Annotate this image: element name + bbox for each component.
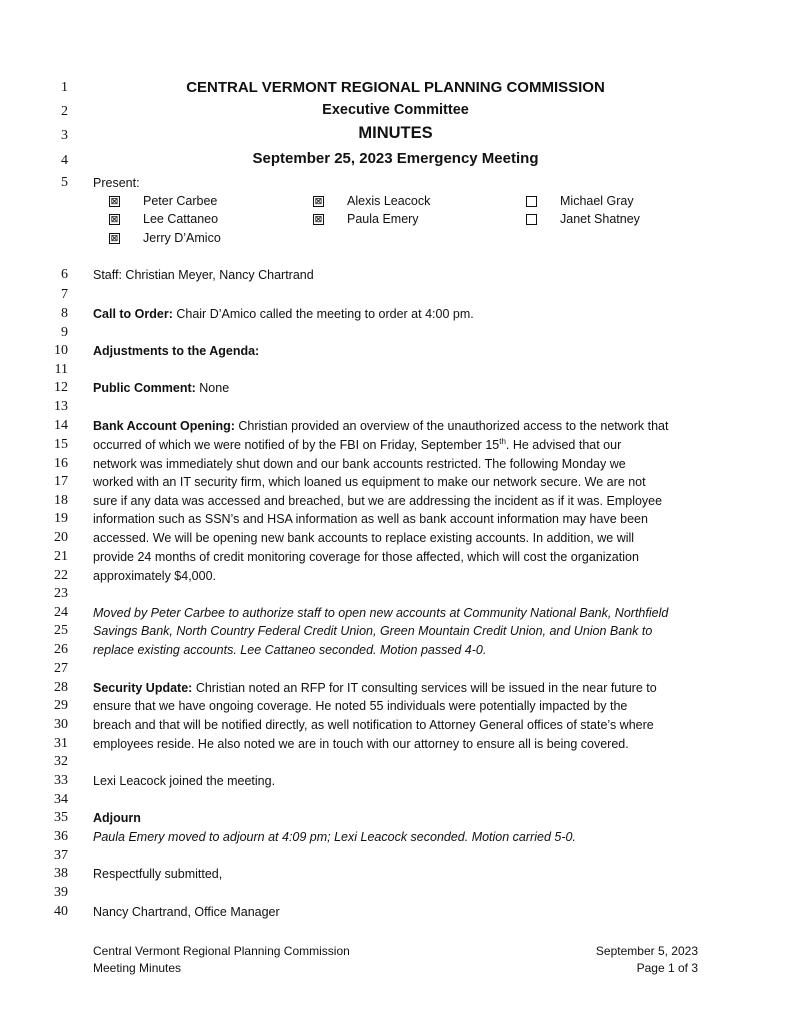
checkbox-icon: ☒ (314, 215, 323, 224)
line-number: 24 (54, 605, 68, 620)
section-heading: Call to Order: (93, 307, 173, 321)
line-number: 38 (54, 866, 68, 881)
line-text: Christian provided an overview of the unauthorized access to the network that (234, 419, 669, 433)
line-number: 17 (54, 474, 68, 489)
checkbox-icon: ☒ (110, 197, 119, 206)
paragraph-line: sure if any data was accessed and breached, but we are addressing the incident as if it was. Employee (93, 494, 663, 508)
section-heading: Public Comment: (93, 381, 196, 395)
line-text: Christian noted an RFP for IT consulting services will be issued in the near future to (192, 681, 657, 695)
paragraph-line (93, 418, 668, 434)
paragraph-line: provide 24 months of credit monitoring coverage for those affected, which will cost the organization (93, 550, 639, 564)
line-number: 19 (54, 511, 68, 526)
section-heading: Bank Account Opening: (93, 419, 235, 433)
lexi-joined: Lexi Leacock joined the meeting. (93, 774, 276, 788)
line-number: 37 (54, 848, 68, 863)
line-number: 26 (54, 642, 68, 657)
line-number: 29 (54, 698, 68, 713)
line-number: 40 (54, 904, 68, 919)
member-name: Jerry D’Amico (143, 231, 221, 245)
org-title: CENTRAL VERMONT REGIONAL PLANNING COMMISSION (186, 79, 605, 96)
adjourn-heading: Adjourn (93, 811, 141, 825)
member-name: Alexis Leacock (347, 194, 431, 208)
line-number: 35 (54, 810, 68, 825)
line-number: 27 (54, 661, 68, 676)
signer: Nancy Chartrand, Office Manager (93, 905, 280, 919)
line-number: 32 (54, 754, 68, 769)
adjourn-text: Paula Emery moved to adjourn at 4:09 pm; Lexi Leacock seconded. Motion carried 5-0. (93, 830, 576, 844)
member-name: Janet Shatney (560, 212, 640, 226)
line-text: . He advised that our (505, 438, 622, 452)
member-name: Michael Gray (560, 194, 634, 208)
section-heading: Security Update: (93, 681, 193, 695)
line-number: 33 (54, 773, 68, 788)
line-number: 15 (54, 437, 68, 452)
line-number: 3 (61, 128, 68, 143)
footer-date: September 5, 2023 (595, 944, 698, 958)
line-number: 9 (61, 325, 68, 340)
paragraph-line: Savings Bank, North Country Federal Credit Union, Green Mountain Credit Union, and Union Bank to (93, 624, 653, 638)
line-number: 10 (54, 343, 68, 358)
line-number: 28 (54, 680, 68, 695)
closing: Respectfully submitted, (93, 867, 223, 881)
line-number: 21 (54, 549, 68, 564)
line-number: 11 (54, 362, 68, 377)
paragraph-line: ensure that we have ongoing coverage. He noted 55 individuals were potentially impacted by the (93, 699, 628, 713)
line-number: 14 (54, 418, 68, 433)
paragraph-line (93, 437, 621, 453)
checkbox-icon: ☒ (110, 215, 119, 224)
line-number: 22 (54, 568, 68, 583)
checkbox-icon (526, 196, 537, 207)
staff-line: Staff: Christian Meyer, Nancy Chartrand (93, 268, 314, 282)
checkbox-icon (526, 214, 537, 225)
line-number: 5 (61, 175, 68, 190)
paragraph-line: accessed. We will be opening new bank accounts to replace existing accounts. In addition, we will (93, 531, 635, 545)
line-number: 30 (54, 717, 68, 732)
line-number: 1 (61, 80, 68, 95)
line-number: 2 (61, 104, 68, 119)
committee-title: Executive Committee (322, 102, 469, 118)
section-text: None (195, 381, 230, 395)
meeting-title: September 25, 2023 Emergency Meeting (252, 150, 539, 167)
paragraph-line: information such as SSN’s and HSA information as well as bank account information may have been (93, 512, 648, 526)
minutes-title: MINUTES (358, 124, 433, 142)
line-number: 25 (54, 623, 68, 638)
section-text: Chair D’Amico called the meeting to order at 4:00 pm. (172, 307, 474, 321)
public-comment (93, 380, 229, 396)
paragraph-line: Moved by Peter Carbee to authorize staff to open new accounts at Community National Bank, Northfield (93, 606, 669, 620)
paragraph-line (93, 680, 657, 696)
line-number: 4 (61, 153, 68, 168)
footer-doc: Meeting Minutes (93, 961, 182, 975)
footer-org: Central Vermont Regional Planning Commission (93, 944, 350, 958)
paragraph-line: approximately $4,000. (93, 569, 216, 583)
checkbox-icon: ☒ (314, 197, 323, 206)
checkbox-icon: ☒ (110, 234, 119, 243)
superscript: th (499, 436, 506, 446)
paragraph-line: breach and that will be notified directly, as well notification to Attorney General offices of state’s where (93, 718, 654, 732)
line-number: 8 (61, 306, 68, 321)
paragraph-line: worked with an IT security firm, which loaned us equipment to make our network secure. We are not (93, 475, 646, 489)
paragraph-line: replace existing accounts. Lee Cattaneo seconded. Motion passed 4-0. (93, 643, 487, 657)
line-number: 23 (54, 586, 68, 601)
line-number: 31 (54, 736, 68, 751)
line-number: 16 (54, 456, 68, 471)
paragraph-line: network was immediately shut down and our bank accounts restricted. The following Monday we (93, 457, 626, 471)
adjustments-heading: Adjustments to the Agenda: (93, 344, 260, 358)
line-number: 39 (54, 885, 68, 900)
footer-page: Page 1 of 3 (636, 961, 698, 975)
line-number: 18 (54, 493, 68, 508)
member-name: Peter Carbee (143, 194, 218, 208)
member-name: Lee Cattaneo (143, 212, 219, 226)
line-number: 12 (54, 380, 68, 395)
line-text: occurred of which we were notified of by the FBI on Friday, September 15 (93, 438, 500, 452)
line-number: 36 (54, 829, 68, 844)
paragraph-line: employees reside. He also noted we are in touch with our attorney to ensure all is being covered. (93, 737, 629, 751)
call-to-order (93, 306, 474, 322)
line-number: 34 (54, 792, 68, 807)
present-label: Present: (93, 176, 140, 190)
member-name: Paula Emery (347, 212, 419, 226)
line-number: 6 (61, 267, 68, 282)
line-number: 13 (54, 399, 68, 414)
line-number: 20 (54, 530, 68, 545)
line-number: 7 (61, 287, 68, 302)
